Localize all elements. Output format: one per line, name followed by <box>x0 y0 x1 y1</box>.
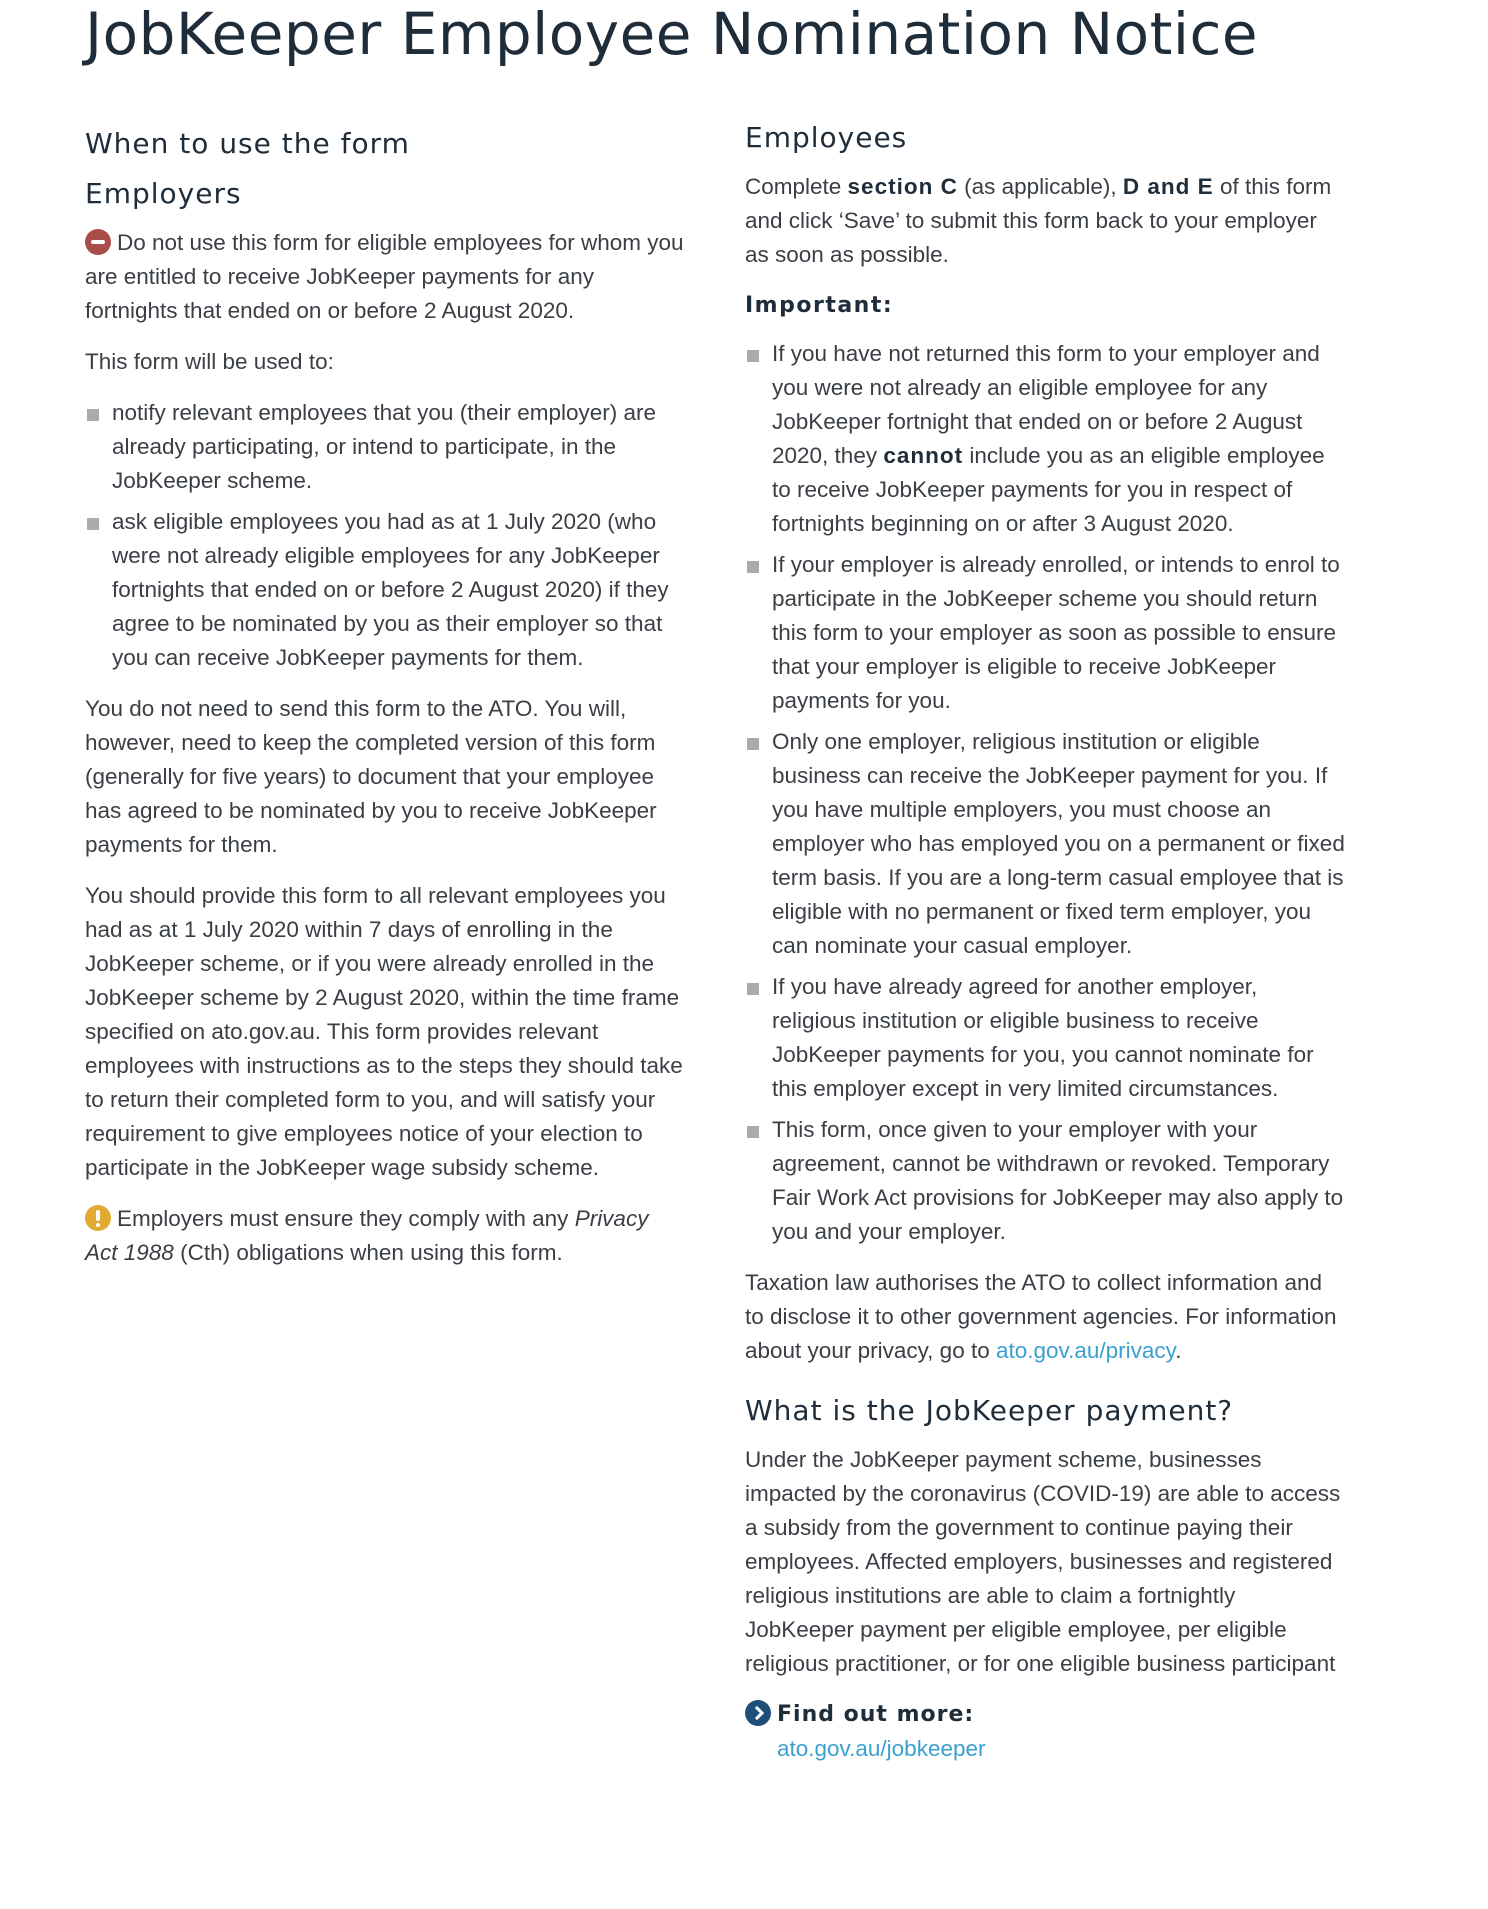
employer-uses-list <box>85 396 685 675</box>
privacy-text-end: . <box>1175 1338 1182 1363</box>
privacy-link[interactable]: ato.gov.au/privacy <box>995 1338 1176 1363</box>
heading-what-is-jobkeeper: What is the JobKeeper payment? <box>745 1394 1234 1427</box>
privacy-act-title: Privacy Act 1988 <box>85 1206 649 1265</box>
important-list <box>745 337 1345 1249</box>
list-item-text: If you have not returned this form to your employer and you were not already an eligible employee for any JobKeeper fortnight that ended on or before 2 August 2020, they <box>772 341 1320 468</box>
bullet-square-icon <box>747 738 759 750</box>
complete-instructions <box>745 170 1345 272</box>
jobkeeper-link[interactable]: ato.gov.au/jobkeeper <box>777 1736 986 1761</box>
stop-notice-text: Do not use this form for eligible employees for whom you are entitled to receive JobKeeper payments for any fortnights that ended on or before 2 August 2020. <box>85 230 684 323</box>
used-to-intro: This form will be used to: <box>85 349 334 374</box>
left-column <box>85 126 685 1287</box>
list-item-text: ask eligible employees you had as at 1 July 2020 (who were not already eligible employees for any JobKeeper fortnights that ended on or before 2 August 2020) if they agree to be nominated by you as their employer so that you can receive JobKeeper payments for them. <box>112 509 669 670</box>
list-item <box>745 970 1345 1106</box>
list-item <box>745 1113 1345 1249</box>
list-item-text: If you have already agreed for another employer, religious institution or eligible business to receive JobKeeper payments for you, you cannot nominate for this employer except in very limited circumstances. <box>772 974 1314 1101</box>
heading-employees: Employees <box>745 121 908 154</box>
find-out-more-link-wrap <box>745 1732 1345 1766</box>
find-out-more <box>745 1698 1345 1732</box>
complete-text-mid: (as applicable), <box>957 174 1123 199</box>
ato-paragraph: You do not need to send this form to the ATO. You will, however, need to keep the completed version of this form (generally for five years) to document that your employee has agreed to be nominated by you to receive JobKeeper payments for them. <box>85 696 657 857</box>
list-item-text: notify relevant employees that you (their employer) are already participating, or intend to participate, in the JobKeeper scheme. <box>112 400 657 493</box>
list-item <box>745 337 1345 541</box>
list-item-text: include you as an eligible employee to receive JobKeeper payments for you in respect of fortnights beginning on or after 3 August 2020. <box>772 443 1325 536</box>
cannot-emphasis: cannot <box>883 443 964 468</box>
jobkeeper-payment-section <box>745 1381 1345 1766</box>
bullet-square-icon <box>747 1126 759 1138</box>
find-out-more-label: Find out more: <box>777 1702 975 1727</box>
stop-notice <box>85 226 685 328</box>
bullet-square-icon <box>87 518 99 530</box>
heading-employers: Employers <box>85 177 242 210</box>
heading-when-to-use: When to use the form <box>85 127 410 160</box>
bullet-square-icon <box>87 409 99 421</box>
warning-text-post: (Cth) obligations when using this form. <box>173 1240 563 1265</box>
warning-icon <box>85 1205 111 1231</box>
privacy-paragraph <box>745 1266 1345 1368</box>
important-heading: Important: <box>745 293 894 318</box>
complete-text-pre: Complete <box>745 174 848 199</box>
provide-paragraph: You should provide this form to all relevant employees you had as at 1 July 2020 within 7 days of enrolling in the JobKeeper scheme, or if you were already enrolled in the JobKeeper scheme by 2 August 2020, within the time frame specified on ato.gov.au. This form provides relevant employees with instructions as to the steps they should take to return their completed form to you, and will satisfy your requirement to give employees notice of your election to participate in the JobKeeper wage subsidy scheme. <box>85 883 683 1180</box>
bullet-square-icon <box>747 350 759 362</box>
sections-d-e-label: D and E <box>1122 174 1214 199</box>
list-item-text: This form, once given to your employer with your agreement, cannot be withdrawn or revoked. Temporary Fair Work Act provisions for JobKeeper may also apply to you and your employer. <box>772 1117 1344 1244</box>
list-item <box>745 725 1345 963</box>
stop-icon <box>85 229 111 255</box>
warning-text-pre: Employers must ensure they comply with any <box>117 1206 575 1231</box>
bullet-square-icon <box>747 983 759 995</box>
section-c-label: section C <box>847 174 958 199</box>
bullet-square-icon <box>747 561 759 573</box>
list-item-text: Only one employer, religious institution or eligible business can receive the JobKeeper payment for you. If you have multiple employers, you must choose an employer who has employed you on a permanent or fixed term basis. If you are a long-term casual employee that is eligible with no permanent or fixed term employer, you can nominate your casual employer. <box>772 729 1345 958</box>
list-item <box>85 505 685 675</box>
jobkeeper-description: Under the JobKeeper payment scheme, businesses impacted by the coronavirus (COVID-19) are able to access a subsidy from the government to continue paying their employees. Affected employers, businesses and registered religious institutions are able to claim a fortnightly JobKeeper payment per eligible employee, per eligible religious practitioner, or for one eligible business participant <box>745 1447 1341 1676</box>
privacy-warning <box>85 1202 685 1270</box>
arrow-right-icon <box>745 1700 771 1726</box>
page-title: JobKeeper Employee Nomination Notice <box>85 0 1259 68</box>
complete-text-post: of this form and click ‘Save’ to submit this form back to your employer as soon as possible. <box>745 174 1332 267</box>
privacy-text: Taxation law authorises the ATO to collect information and to disclose it to other government agencies. For information about your privacy, go to <box>745 1270 1337 1363</box>
list-item <box>745 548 1345 718</box>
list-item <box>85 396 685 498</box>
right-column <box>745 120 1345 1385</box>
list-item-text: If your employer is already enrolled, or intends to enrol to participate in the JobKeeper scheme you should return this form to your employer as soon as possible to ensure that your employer is eligible to receive JobKeeper payments for you. <box>772 552 1340 713</box>
